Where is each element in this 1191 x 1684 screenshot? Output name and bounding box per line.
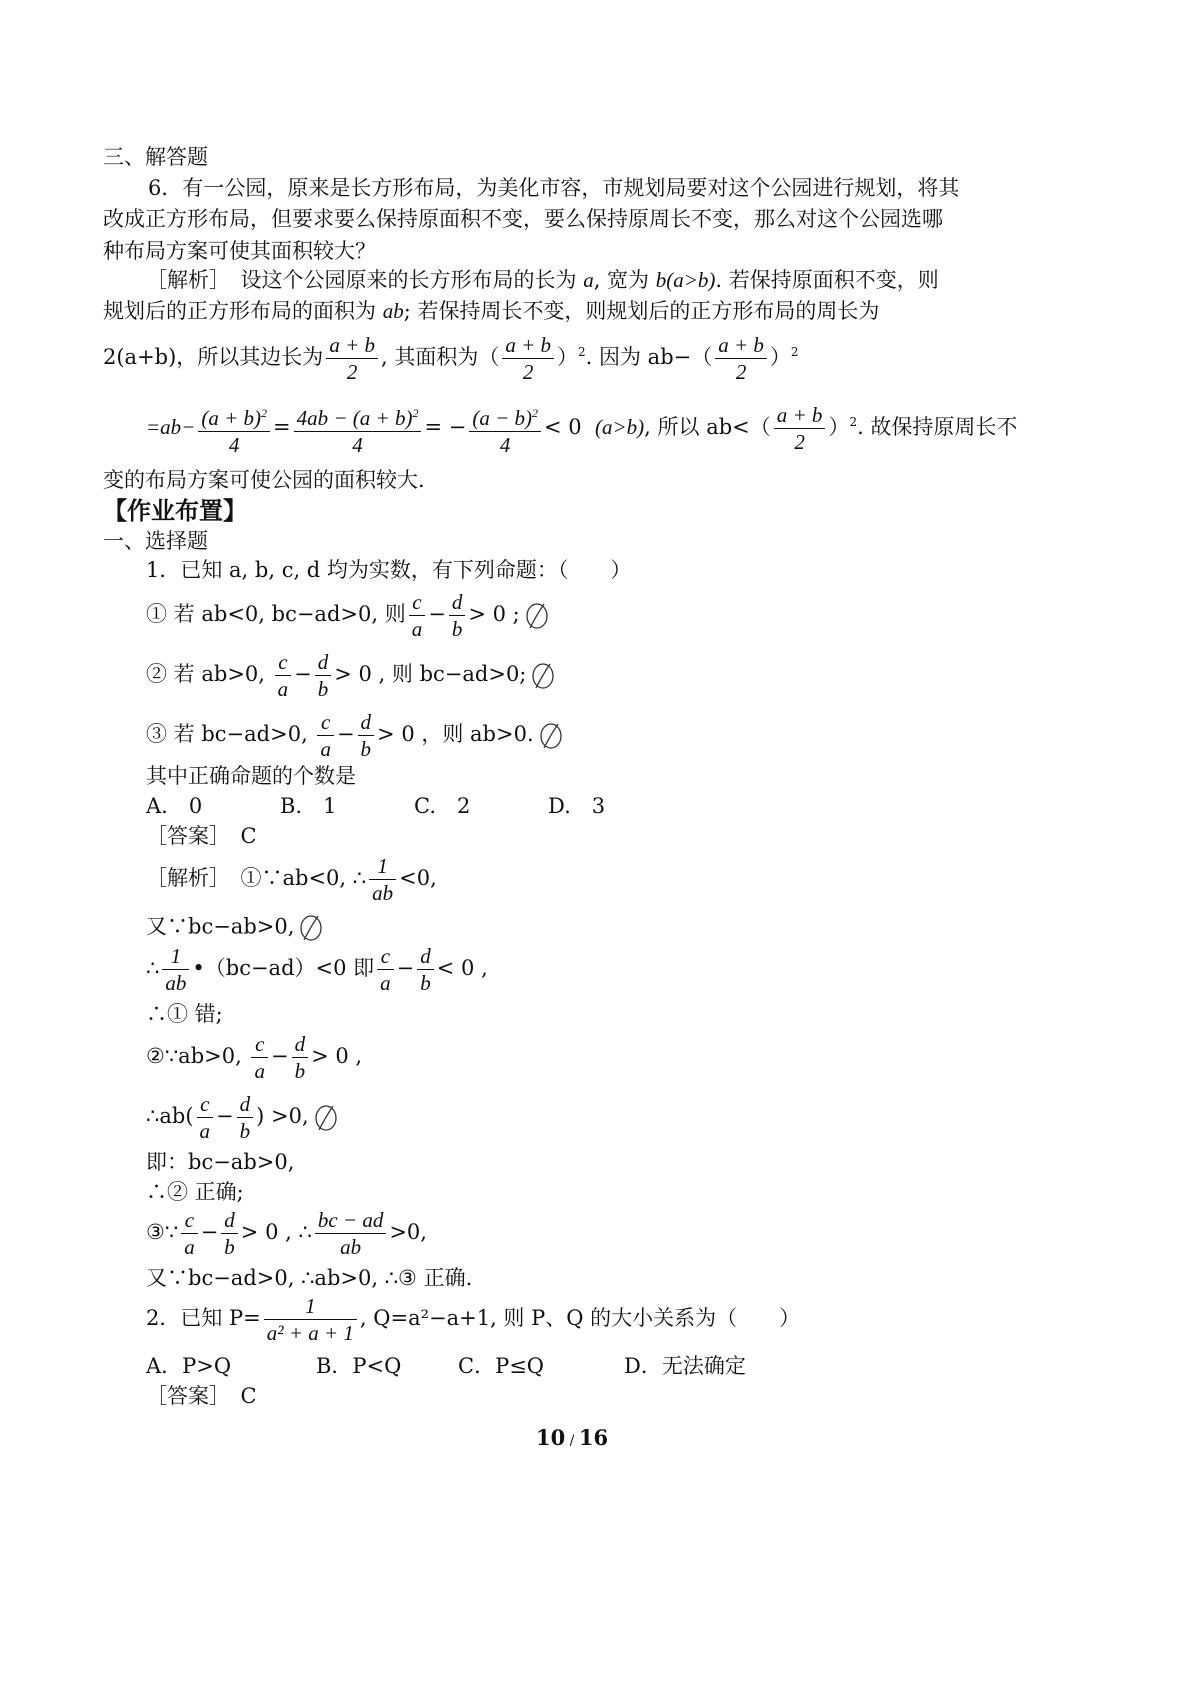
q1-choice-a: A. 0 xyxy=(146,794,203,818)
fraction-d-over-b: $\frac{d}{b}$ xyxy=(449,589,466,642)
fraction-c-over-a: $\frac{c}{a}$ xyxy=(197,1091,214,1144)
q1-solution-line-9: ③∵ $\frac{c}{a}$ − $\frac{d}{b}$ > 0 , ∴ $\frac{bc - ad}{ab}$ >0, xyxy=(146,1208,427,1259)
q1-solution-line-6: ∴ab( $\frac{c}{a}$ − $\frac{d}{b}$ ) >0, xyxy=(146,1090,339,1144)
fraction-denominator: 4 xyxy=(469,431,541,458)
q1-count-question: 其中正确命题的个数是 xyxy=(146,764,356,788)
fraction-numerator: a + b xyxy=(329,333,375,357)
fraction-a-plus-b-over-2 xyxy=(715,332,767,385)
q2-choice-b: B．P<Q xyxy=(316,1354,402,1378)
fraction-c-over-a: $\frac{c}{a}$ xyxy=(181,1207,198,1260)
q6-analysis-line-1 xyxy=(146,266,939,294)
fraction-bc-minus-ad-over-ab: $\frac{bc - ad}{ab}$ xyxy=(315,1207,387,1260)
paren-close: ） xyxy=(828,415,850,439)
handwritten-mark-icon xyxy=(313,1102,339,1134)
q1-choice-d: D. 3 xyxy=(548,794,606,818)
q1-proposition-1: ① 若 ab<0, bc−ad>0, 则 $\frac{c}{a}$ − $\frac{d}{b}$ > 0 ; xyxy=(146,588,550,642)
q1-stem: 1．已知 a, b, c, d 均为实数，有下列命题：（ ） xyxy=(146,558,632,582)
fraction-denominator: 4 xyxy=(198,431,270,458)
q1-solution-line-4: ∴① 错; xyxy=(146,1002,223,1026)
fraction-a-plus-b-over-2 xyxy=(774,402,826,455)
q6-analysis-line-2 xyxy=(103,297,879,325)
q1-solution-line-1: ［解析］ ①∵ab<0, ∴ $\frac{1}{ab}$ <0, xyxy=(146,854,437,905)
exponent: 2 xyxy=(790,345,799,359)
q6-analysis-prefix: ［解析］ 设这个公园原来的长方形布局的长为 xyxy=(146,268,584,292)
q2-answer: ［答案］ C xyxy=(146,1384,257,1408)
page-separator: / xyxy=(565,1433,579,1449)
handwritten-mark-icon xyxy=(298,912,324,944)
q6-line-1: 6．有一公园，原来是长方形布局，为美化市容，市规划局要对这个公园进行规划，将其 xyxy=(148,176,960,200)
q1-choice-c: C. 2 xyxy=(414,794,471,818)
q1-proposition-2: ② 若 ab>0, $\frac{c}{a}$ − $\frac{d}{b}$ > 0 , 则 bc−ad>0; xyxy=(146,648,556,702)
q6-therefore-text: , 所以 ab<（ xyxy=(644,415,771,439)
q1-solution-line-7: 即：bc−ab>0, xyxy=(146,1150,295,1174)
fraction-c-over-a: $\frac{c}{a}$ xyxy=(377,943,394,996)
fraction-c-over-a: $\frac{c}{a}$ xyxy=(317,709,334,762)
fraction-c-over-a: $\frac{c}{a}$ xyxy=(409,589,426,642)
page-number xyxy=(536,1424,608,1455)
homework-heading: 【作业布置】 xyxy=(103,496,247,525)
fraction-c-over-a: $\frac{c}{a}$ xyxy=(275,649,292,702)
fraction-d-over-b: $\frac{d}{b}$ xyxy=(358,709,375,762)
q6-side-text: 2(a+b)，所以其边长为 xyxy=(103,345,324,369)
fraction-numerator: $4ab - (a + b)^2$ xyxy=(296,405,419,430)
fraction-d-over-b: $\frac{d}{b}$ xyxy=(221,1207,238,1260)
q2-choice-c: C．P≤Q xyxy=(458,1354,545,1378)
fraction-d-over-b: $\frac{d}{b}$ xyxy=(417,943,434,996)
fraction-numerator: a + b xyxy=(505,333,552,357)
q6-analysis-line-3 xyxy=(103,322,799,387)
fraction-denominator: 2 xyxy=(715,358,767,385)
fraction-c-over-a: $\frac{c}{a}$ xyxy=(251,1031,268,1084)
fraction-4ab-minus-square xyxy=(294,400,422,458)
section-heading-choice: 一、选择题 xyxy=(103,529,208,553)
q1-solution-line-8: ∴② 正确; xyxy=(146,1180,244,1204)
fraction-1-over-quadratic: $\frac{1}{\text{a² + a + 1}}$ xyxy=(264,1293,357,1346)
equals-negative: = − xyxy=(424,415,467,439)
q6-expression-start: =ab− xyxy=(146,415,196,439)
paren-close: ） xyxy=(769,345,791,369)
handwritten-mark-icon xyxy=(538,720,564,752)
q1-solution-line-5: ②∵ab>0, $\frac{c}{a}$ − $\frac{d}{b}$ > 0 , xyxy=(146,1032,363,1083)
q6-line-3: 种布局方案可使其面积较大？ xyxy=(103,239,376,263)
q1-choice-b: B. 1 xyxy=(280,794,337,818)
q6-perimeter-text: ; 若保持周长不变，则规划后的正方形布局的周长为 xyxy=(403,299,880,323)
q6-because-text: . 因为 ab−（ xyxy=(585,345,713,369)
q6-conclusion-start: . 故保持原周长不 xyxy=(857,415,1018,439)
fraction-square-over-4 xyxy=(198,400,270,458)
q6-width-text: , 宽为 xyxy=(593,268,656,292)
q1-solution-line-2: 又∵bc−ab>0, xyxy=(146,912,324,944)
exponent: 2 xyxy=(849,415,858,429)
fraction-denominator: 2 xyxy=(326,358,378,385)
q1-solution-line-3: ∴ $\frac{1}{ab}$ •（bc−ad）<0 即 $\frac{c}{a}$ − $\frac{d}{b}$ < 0 , xyxy=(146,944,488,995)
fraction-numerator: a + b xyxy=(776,403,823,427)
fraction-denominator: 4 xyxy=(294,431,422,458)
handwritten-mark-icon xyxy=(524,600,550,632)
fraction-denominator: 2 xyxy=(774,428,826,455)
page-current: 10 xyxy=(536,1425,566,1450)
q6-area-label: , 其面积为（ xyxy=(380,345,500,369)
fraction-a-plus-b-over-2 xyxy=(326,332,378,385)
q1-solution-line-10: 又∵bc−ad>0, ∴ab>0, ∴③ 正确. xyxy=(146,1266,473,1290)
fraction-a-plus-b-over-2 xyxy=(502,332,554,385)
q6-analysis-line-4 xyxy=(146,392,1017,458)
fraction-numerator: $(a + b)^2$ xyxy=(201,405,268,430)
q2-choice-a: A．P>Q xyxy=(146,1354,232,1378)
section-heading-solve: 三、解答题 xyxy=(103,145,208,169)
q6-analysis-suffix: . 若保持原面积不变，则 xyxy=(715,268,939,292)
equals-sign: = xyxy=(273,415,291,439)
q6-line-2: 改成正方形布局，但要求要么保持原面积不变，要么保持原周长不变，那么对这个公园选哪 xyxy=(103,207,943,231)
fraction-1-over-ab: $\frac{1}{ab}$ xyxy=(162,943,189,996)
fraction-numerator: $(a - b)^2$ xyxy=(472,405,538,430)
var-b: b xyxy=(655,268,667,292)
fraction-d-over-b: $\frac{d}{b}$ xyxy=(292,1031,309,1084)
exponent: 2 xyxy=(578,345,586,359)
q6-area-text: 规划后的正方形布局的面积为 xyxy=(103,299,383,323)
q1-proposition-3: ③ 若 bc−ad>0, $\frac{c}{a}$ − $\frac{d}{b}$ > 0 ，则 ab>0. xyxy=(146,708,564,762)
q6-analysis-line-5: 变的布局方案可使公园的面积较大. xyxy=(103,468,425,492)
less-than-zero: < 0 xyxy=(544,415,582,439)
fraction-diff-square-over-4 xyxy=(469,400,541,458)
handwritten-mark-icon xyxy=(530,660,556,692)
q2-choice-d: D．无法确定 xyxy=(624,1354,746,1378)
page-total: 16 xyxy=(578,1425,609,1450)
q2-stem: 2．已知 P= $\frac{1}{\text{a² + a + 1}}$ , Q=a²−a+1, 则 P、Q 的大小关系为（ ） xyxy=(146,1294,801,1345)
fraction-d-over-b: $\frac{d}{b}$ xyxy=(315,649,332,702)
fraction-numerator: a + b xyxy=(718,333,764,357)
fraction-d-over-b: $\frac{d}{b}$ xyxy=(237,1091,254,1144)
q6-condition: (a>b) xyxy=(666,268,716,292)
fraction-1-over-ab: $\frac{1}{ab}$ xyxy=(369,853,396,906)
var-a: a xyxy=(583,268,594,292)
var-ab: ab xyxy=(382,299,404,323)
q1-answer: ［答案］ C xyxy=(146,824,257,848)
paren-close: ） xyxy=(557,345,579,369)
fraction-denominator: 2 xyxy=(502,358,554,385)
q6-condition: (a>b) xyxy=(595,415,645,439)
